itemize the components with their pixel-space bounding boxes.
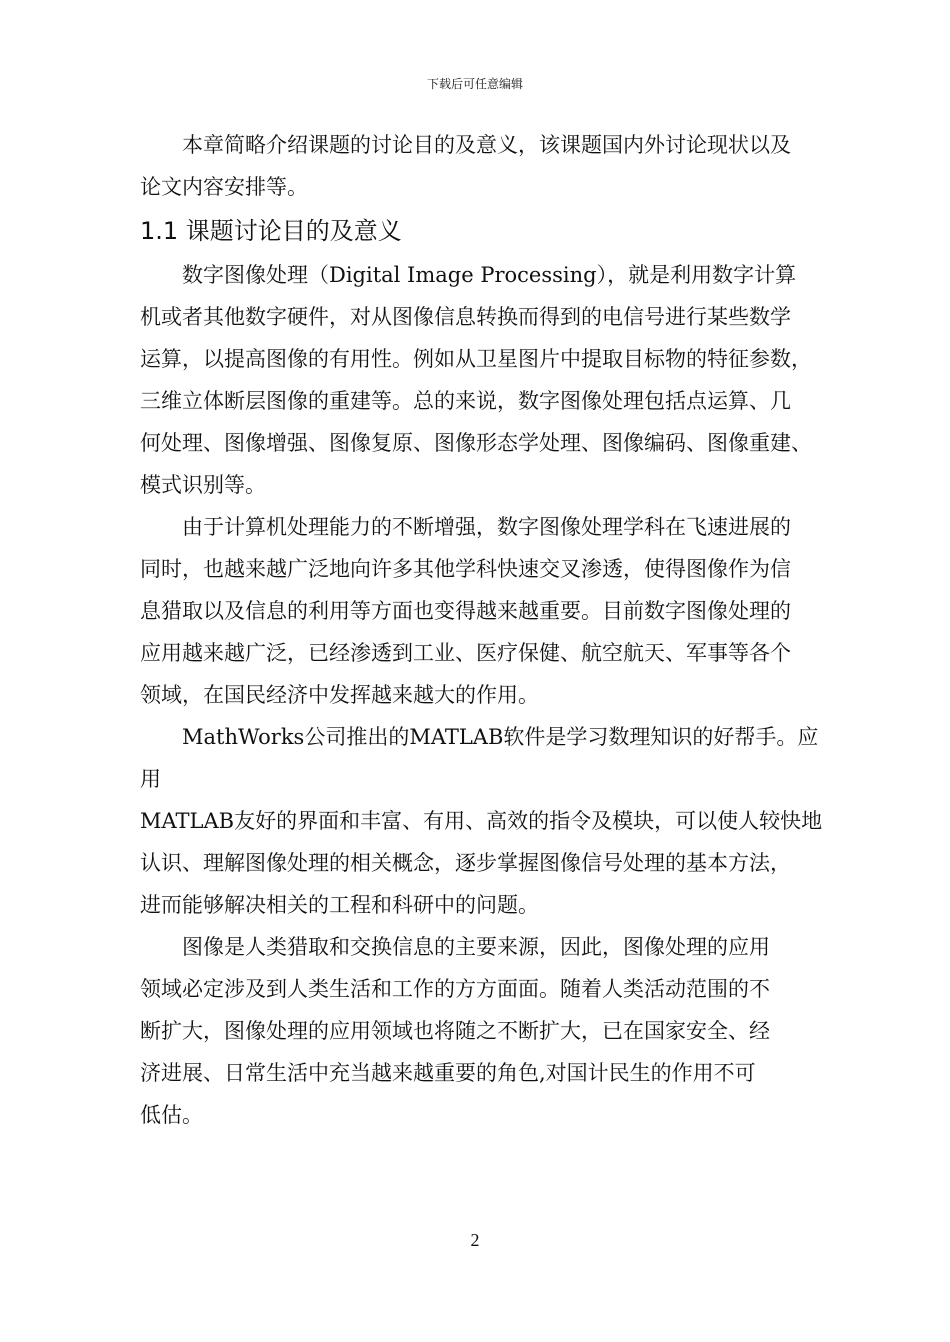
- body-paragraph-1: 数字图像处理（Digital Image Processing），就是利用数字计算 机或者其他数字硬件，对从图像信息转换而得到的电信号进行某些数学 运算，以提高图像的有用性。例如从卫星图片中提取目标物的特征参数， 三维立体断层图像的重建等。总的来说，数字图像处理包括点运算、几 何处理、图像增强、图像复原、图像形态学处理、图像编码、图像重建、 模式识别等。: [140, 263, 812, 497]
- body-paragraph-4: 图像是人类猎取和交换信息的主要来源，因此，图像处理的应用 领域必定涉及到人类生活和工作的方方面面。随着人类活动范围的不 断扩大，图像处理的应用领域也将随之不断扩大，已在国家安全、经 济进展、日常生活中充当越来越重要的角色,对国计民生的作用不可 低估。: [140, 935, 770, 1127]
- page-body: [140, 124, 830, 1136]
- body-paragraph-2: 由于计算机处理能力的不断增强，数字图像处理学科在飞速进展的 同时，也越来越广泛地向许多其他学科快速交叉渗透，使得图像作为信 息猎取以及信息的利用等方面也变得越来越重要。目前数字图像处理的 应用越来越广泛，已经渗透到工业、医疗保健、航空航天、军事等各个 领域，在国民经济中发挥越来越大的作用。: [140, 515, 791, 707]
- section-heading: 1.1 课题讨论目的及意义: [140, 217, 402, 245]
- page-header: 下载后可任意编辑: [426, 77, 523, 91]
- intro-paragraph: 本章简略介绍课题的讨论目的及意义，该课题国内外讨论现状以及 论文内容安排等。: [140, 133, 791, 199]
- body-paragraph-3: MathWorks公司推出的MATLAB软件是学习数理知识的好帮手。应用 MATLAB友好的界面和丰富、有用、高效的指令及模块，可以使人较快地 认识、理解图像处理的相关概念，逐步掌握图像信号处理的基本方法， 进而能够解决相关的工程和科研中的问题。: [140, 725, 823, 917]
- page-number: 2: [470, 1230, 480, 1250]
